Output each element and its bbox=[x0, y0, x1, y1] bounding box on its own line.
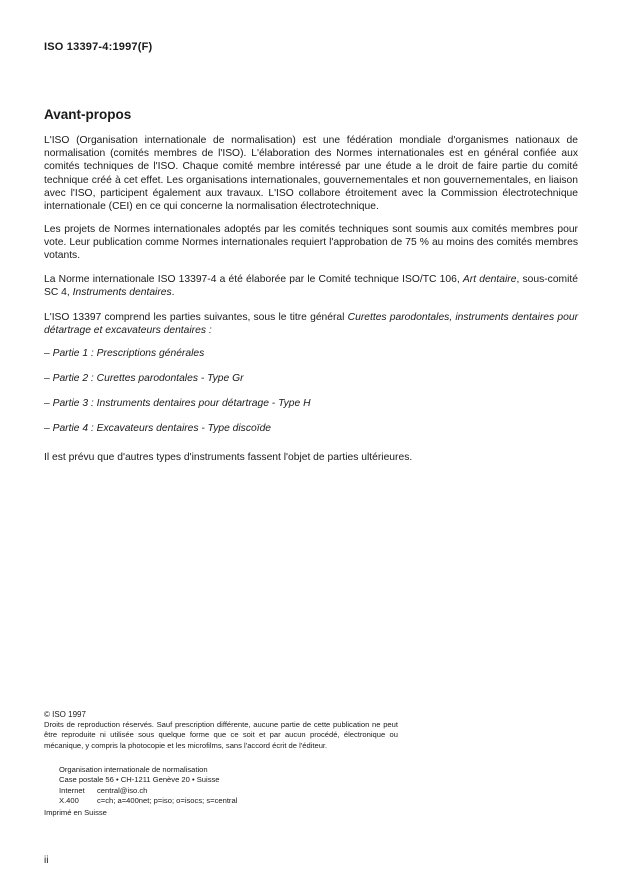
paragraph-voting: Les projets de Normes internationales adoptés par les comités techniques sont soumis aux comités membres pour vote. Leur publication comme Normes internationales requiert l'approbation de 75 % au moins des comités membres votants. bbox=[44, 224, 578, 262]
parts-general-title: Curettes parodontales, instruments dentaires pour détartrage et excavateurs dentaires : bbox=[44, 312, 578, 337]
committee-text-2: , sous-comité SC 4, bbox=[44, 274, 579, 299]
x400-row bbox=[59, 796, 237, 806]
publisher-address bbox=[59, 765, 237, 806]
page-title: Avant-propos bbox=[44, 107, 132, 122]
page-number: ii bbox=[44, 855, 49, 866]
paragraph-future-parts: Il est prévu que d'autres types d'instruments fassent l'objet de parties ultérieures. bbox=[44, 452, 413, 463]
part-3-item: – Partie 3 : Instruments dentaires pour détartrage - Type H bbox=[44, 398, 311, 409]
part-4-item: – Partie 4 : Excavateurs dentaires - Type discoïde bbox=[44, 423, 272, 434]
part-2-item: – Partie 2 : Curettes parodontales - Type Gr bbox=[44, 373, 244, 384]
paragraph-iso-intro: L'ISO (Organisation internationale de normalisation) est une fédération mondiale d'organismes nationaux de normalisation (comités membres de l'ISO). L'élaboration des Normes internationales est en général confiée aux comités techniques de l'ISO. Chaque comité membre intéressé par une étude a le droit de faire partie du comité technique créé à cet effet. Les organisations internationales, gouvernementales et non gouvernementales, en liaison avec l'ISO, participent également aux travaux. L'ISO collabore étroitement avec la Commission électrotechnique internationale (CEI) en ce qui concerne la normalisation électrotechnique. bbox=[44, 135, 578, 213]
copyright-notice: © ISO 1997 bbox=[44, 710, 86, 719]
parts-intro-text: L'ISO 13397 comprend les parties suivantes, sous le titre général bbox=[44, 312, 348, 323]
postal-address: Case postale 56 • CH-1211 Genève 20 • Suisse bbox=[59, 775, 220, 785]
internet-row bbox=[59, 786, 237, 796]
paragraph-committee bbox=[44, 273, 578, 299]
committee-name: Art dentaire bbox=[462, 274, 517, 285]
document-id: ISO 13397-4:1997(F) bbox=[44, 41, 153, 53]
printed-in: Imprimé en Suisse bbox=[44, 808, 107, 817]
internet-value: central@iso.ch bbox=[97, 785, 148, 795]
rights-notice: Droits de reproduction réservés. Sauf prescription différente, aucune partie de cette publication ne peut être reproduite ni utilisée sous quelque forme que ce soit et par aucun procédé, électronique ou mécanique, y compris la photocopie et les microfilms, sans l'accord écrit de l'éditeur. bbox=[44, 720, 398, 750]
org-name: Organisation internationale de normalisation bbox=[59, 765, 208, 774]
internet-label: Internet bbox=[59, 785, 85, 795]
committee-text-3: . bbox=[171, 287, 175, 299]
committee-text-1: La Norme internationale ISO 13397-4 a été élaborée par le Comité technique ISO/TC 106, bbox=[44, 274, 463, 285]
x400-value: c=ch; a=400net; p=iso; o=isocs; s=central bbox=[97, 795, 238, 805]
x400-label: X.400 bbox=[59, 795, 79, 805]
subcommittee-name: Instruments dentaires bbox=[72, 287, 172, 299]
paragraph-parts-intro bbox=[44, 311, 578, 337]
part-1-item: – Partie 1 : Prescriptions générales bbox=[44, 348, 205, 359]
